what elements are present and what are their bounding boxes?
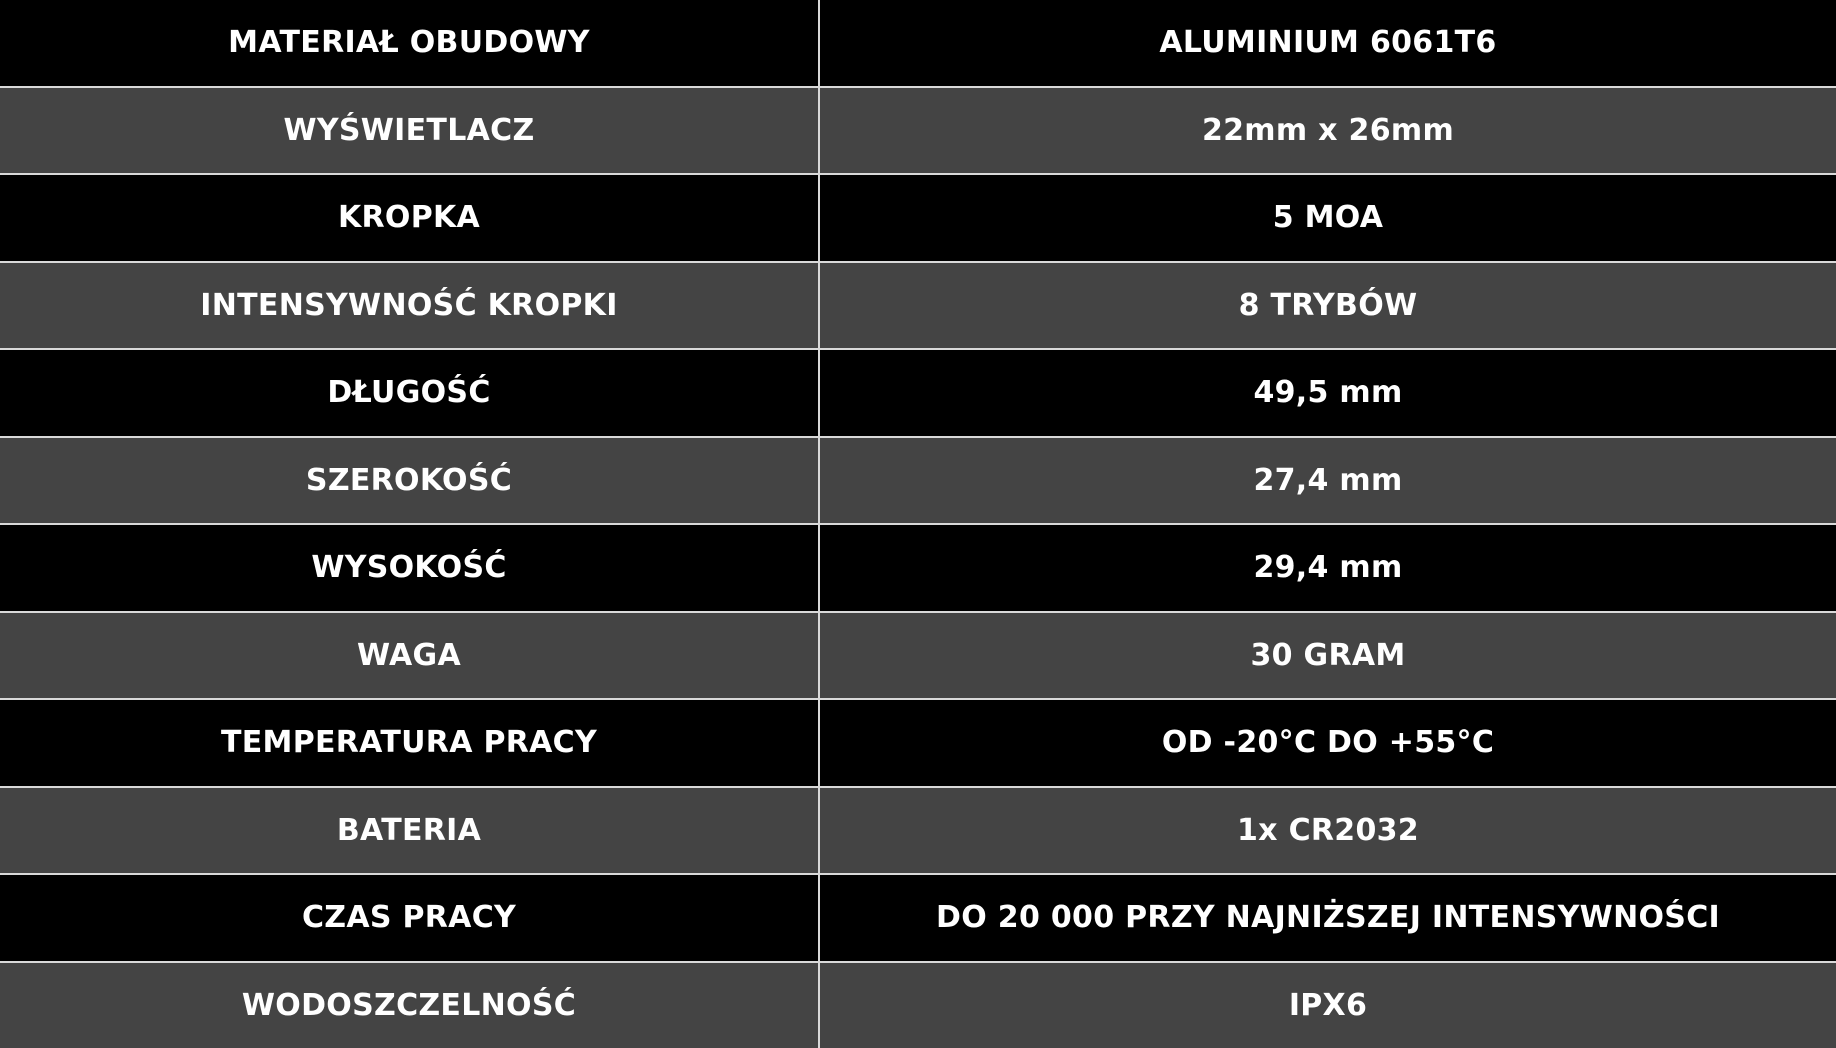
table-row	[0, 788, 1836, 876]
spec-label: MATERIAŁ OBUDOWY	[0, 0, 820, 86]
spec-value: 29,4 mm	[1253, 550, 1403, 586]
table-row	[0, 0, 1836, 88]
spec-label: KROPKA	[0, 175, 820, 261]
spec-value: IPX6	[1288, 987, 1368, 1023]
spec-label: SZEROKOŚĆ	[0, 438, 820, 524]
spec-label: BATERIA	[0, 788, 820, 874]
table-row	[0, 350, 1836, 438]
table-row	[0, 700, 1836, 788]
spec-value: ALUMINIUM 6061T6	[1159, 25, 1497, 61]
spec-label: WAGA	[0, 613, 820, 699]
table-row	[0, 963, 1836, 1048]
spec-value: OD -20°C DO +55°C	[1161, 725, 1495, 761]
spec-label: WYSOKOŚĆ	[0, 525, 820, 611]
table-row	[0, 613, 1836, 701]
table-row	[0, 525, 1836, 613]
table-row	[0, 438, 1836, 526]
spec-value: 49,5 mm	[1253, 375, 1403, 411]
spec-label: INTENSYWNOŚĆ KROPKI	[0, 263, 820, 349]
spec-value: 1x CR2032	[1237, 812, 1419, 848]
spec-label: WODOSZCZELNOŚĆ	[0, 963, 820, 1048]
spec-label: DŁUGOŚĆ	[0, 350, 820, 436]
table-row	[0, 263, 1836, 351]
spec-label: WYŚWIETLACZ	[0, 88, 820, 174]
spec-label: TEMPERATURA PRACY	[0, 700, 820, 786]
table-row	[0, 88, 1836, 176]
table-row	[0, 175, 1836, 263]
spec-value: 30 GRAM	[1250, 637, 1406, 673]
spec-value: 8 TRYBÓW	[1238, 287, 1418, 323]
spec-value: DO 20 000 PRZY NAJNIŻSZEJ INTENSYWNOŚCI	[936, 900, 1720, 936]
spec-value: 22mm x 26mm	[1201, 112, 1455, 148]
spec-label: CZAS PRACY	[0, 875, 820, 961]
table-row	[0, 875, 1836, 963]
spec-value: 27,4 mm	[1253, 462, 1403, 498]
spec-value: 5 MOA	[1272, 200, 1384, 236]
